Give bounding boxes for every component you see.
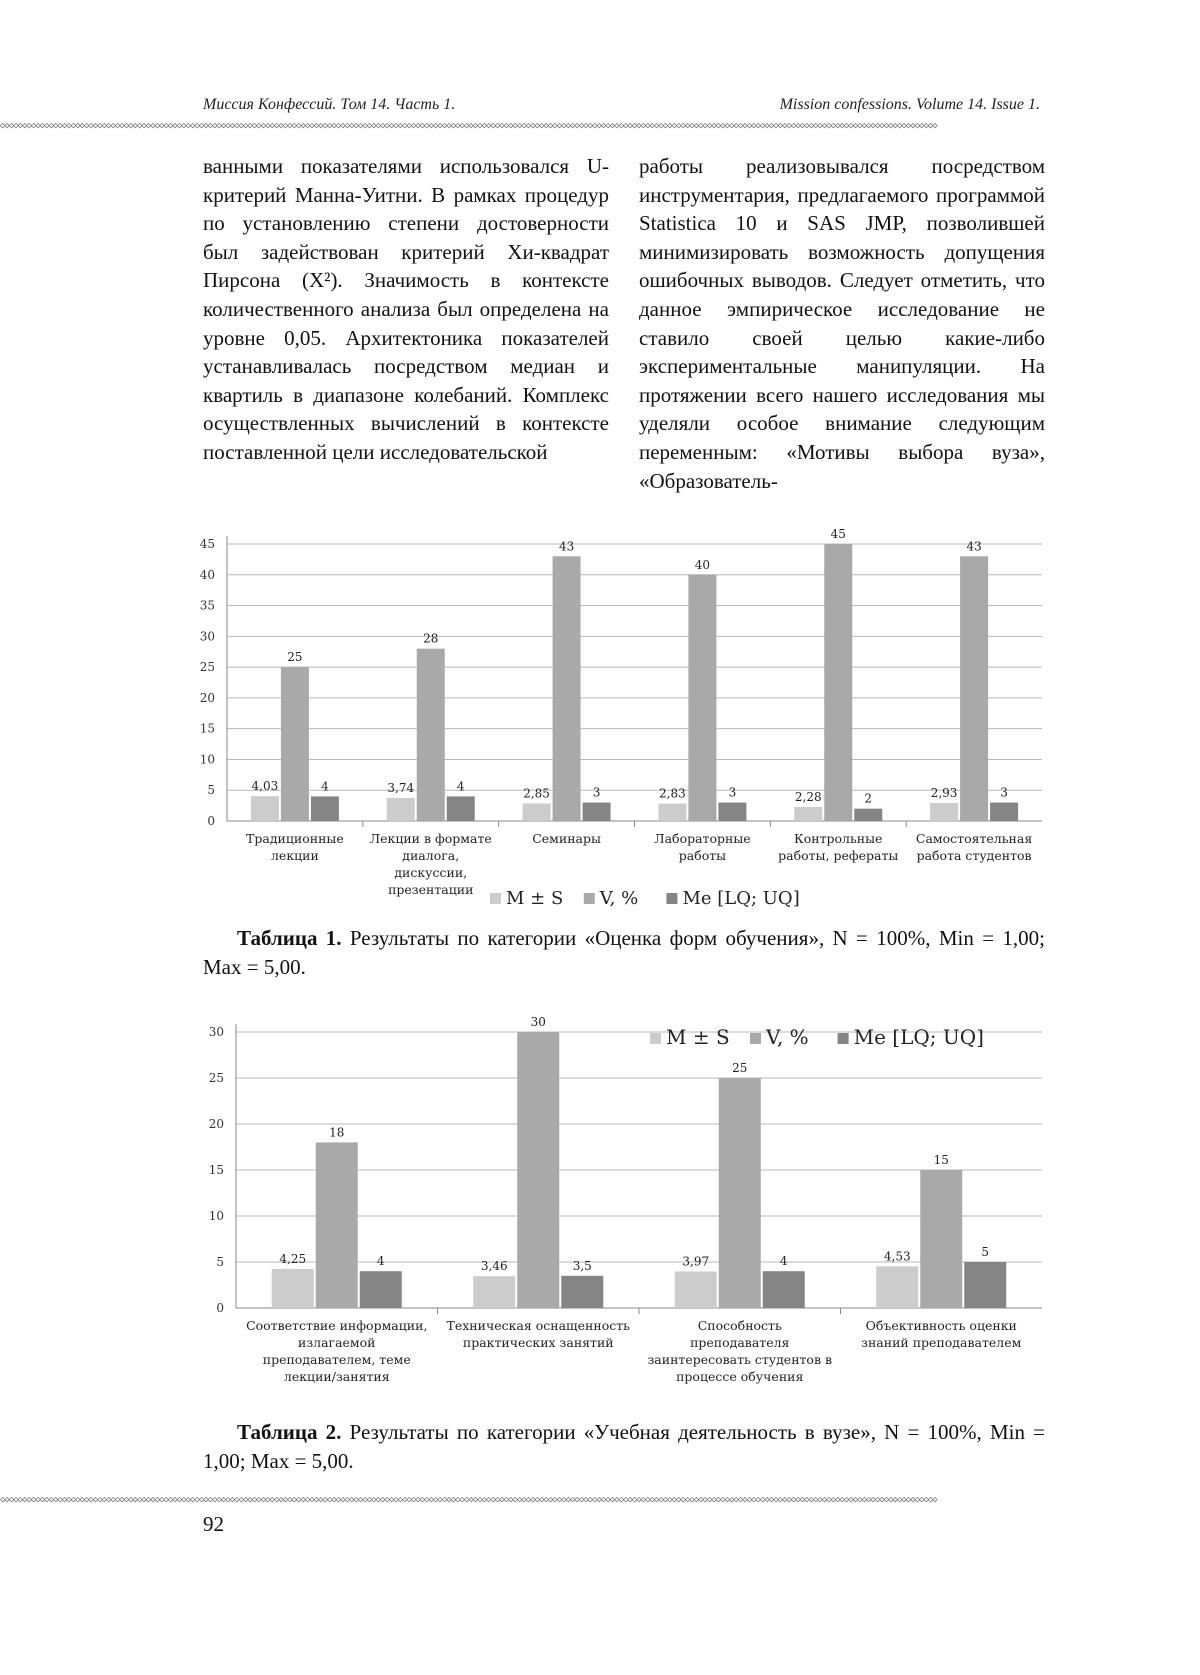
bar [675, 1271, 717, 1308]
category-label: дискуссии, [394, 865, 468, 880]
y-tick-label: 30 [199, 629, 215, 644]
header-journal-ru: Миссия Конфессий. Том 14. Часть 1. [203, 96, 456, 113]
table-1-caption [203, 924, 1045, 981]
bar [990, 803, 1018, 821]
bar [688, 575, 716, 821]
legend-label: V, % [599, 888, 639, 909]
y-tick-label: 25 [199, 660, 215, 675]
category-label: лекции [270, 848, 319, 863]
y-tick-label: 20 [199, 690, 215, 705]
legend-swatch [490, 893, 501, 904]
data-label: 4,25 [279, 1251, 307, 1266]
table-2-caption [203, 1418, 1045, 1475]
category-label: Контрольные [794, 831, 883, 846]
data-label: 3,5 [572, 1258, 592, 1273]
data-label: 18 [329, 1125, 345, 1140]
bar [311, 796, 339, 821]
bar [719, 1078, 761, 1308]
data-label: 15 [933, 1153, 949, 1167]
y-tick-label: 10 [208, 1209, 224, 1223]
data-label: 4 [456, 779, 465, 794]
y-tick-label: 45 [199, 537, 215, 551]
bar [316, 1142, 358, 1308]
bar [583, 803, 611, 821]
bar [417, 649, 445, 821]
data-label: 2,83 [659, 786, 686, 801]
bar [854, 809, 882, 821]
body-text-right-column: работы реализовывался посредством инструментария, предлагаемого программой Statistica 10 и SAS JMP, позволившей минимизировать возможность допущения ошибочных выводов. Следует отметить, что данное эмпирическое исследование не ставило своей целью какие-либо экспериментальные манипуляции. На протяжении всего нашего исследования мы уделяли особое внимание следующим переменным: «Мотивы выбора вуза», «Образователь- [639, 154, 1045, 493]
legend-swatch [584, 893, 595, 904]
data-label: 2,93 [930, 785, 958, 800]
data-label: 25 [732, 1061, 748, 1075]
category-label: работы [678, 848, 727, 863]
bar [272, 1269, 314, 1308]
data-label: 25 [287, 650, 303, 665]
category-label: Способность [697, 1318, 782, 1333]
footer-ornament-border: ◇◇◇◇◇◇◇◇◇◇◇◇◇◇◇◇◇◇◇◇◇◇◇◇◇◇◇◇◇◇◇◇◇◇◇◇◇◇◇◇◇◇◇◇◇◇◇◇◇◇◇◇◇◇◇◇◇◇◇◇◇◇◇◇◇◇◇◇◇◇◇◇◇◇◇◇◇◇◇◇◇◇◇◇◇◇◇◇◇◇◇◇◇◇◇◇◇◇◇◇◇◇◇◇◇◇◇◇◇◇◇◇◇◇◇◇◇◇◇◇◇◇◇◇◇◇◇◇◇◇◇◇◇◇◇◇◇◇◇◇◇◇◇◇◇◇◇◇◇◇◇◇◇◇◇◇◇◇◇◇◇◇◇◇◇◇◇◇◇◇◇◇◇◇◇◇◇◇◇◇◇◇◇◇◇◇◇◇◇◇◇◇◇◇◇◇◇◇◇◇◇◇◇◇◇◇◇◇◇◇◇◇ [0, 1495, 937, 1505]
bar [360, 1271, 402, 1308]
category-label: излагаемой [297, 1335, 376, 1350]
bar [763, 1271, 805, 1308]
y-tick-label: 5 [216, 1255, 224, 1269]
data-label: 2,85 [523, 786, 550, 801]
data-label: 2,28 [794, 789, 822, 804]
y-tick-label: 15 [199, 721, 215, 736]
data-label: 4,53 [883, 1249, 911, 1264]
category-label: работа студентов [916, 848, 1032, 863]
data-label: 4 [779, 1254, 788, 1269]
y-tick-label: 30 [208, 1025, 224, 1039]
legend-label: V, % [766, 1025, 809, 1049]
data-label: 3,46 [480, 1259, 508, 1274]
category-label: Объективность оценки [865, 1318, 1017, 1333]
bar [824, 544, 852, 821]
data-label: 4,03 [251, 779, 279, 794]
legend-swatch [750, 1033, 761, 1044]
category-label: практических занятий [462, 1335, 614, 1350]
data-label: 3,74 [387, 780, 415, 795]
category-label: Самостоятельная [915, 831, 1033, 846]
category-label: преподавателем, теме [262, 1352, 411, 1367]
data-label: 3 [1000, 785, 1008, 800]
category-label: процессе обучения [676, 1369, 804, 1384]
legend-swatch [650, 1033, 661, 1044]
data-label: 43 [966, 539, 982, 554]
bar [473, 1276, 515, 1308]
data-label: 40 [694, 557, 711, 572]
legend-swatch [838, 1033, 849, 1044]
category-label: лекции/занятия [283, 1369, 390, 1384]
table-2-label: Таблица 2. [237, 1420, 342, 1444]
category-label: Техническая оснащенность [446, 1318, 630, 1333]
y-tick-label: 0 [207, 814, 215, 828]
y-tick-label: 25 [208, 1071, 224, 1085]
category-label: Соответствие информации, [246, 1318, 428, 1333]
bar [561, 1276, 603, 1308]
bar [523, 803, 551, 821]
category-label: заинтересовать студентов в [647, 1352, 833, 1367]
data-label: 3 [728, 785, 737, 800]
bar [251, 796, 279, 821]
page-number: 92 [203, 1512, 224, 1536]
category-label: работы, рефераты [778, 848, 899, 863]
bar [658, 804, 686, 821]
legend-label: M ± S [506, 888, 564, 909]
bar [447, 796, 475, 821]
data-label: 4 [321, 779, 329, 794]
category-label: преподавателя [690, 1335, 790, 1350]
y-tick-label: 0 [216, 1301, 224, 1315]
data-label: 3 [592, 785, 601, 800]
bar [876, 1266, 918, 1308]
table-2-text: Результаты по категории «Учебная деятельность в вузе», N = 100%, Min = 1,00; Max = 5,00. [203, 1420, 1045, 1473]
table-1-label: Таблица 1. [237, 926, 342, 950]
table-1-text: Результаты по категории «Оценка форм обучения», N = 100%, Min = 1,00; Max = 5,00. [203, 926, 1045, 979]
chart-forms-of-education [190, 515, 1060, 915]
legend-swatch [666, 893, 677, 904]
category-label: презентации [388, 882, 474, 897]
category-label: Традиционные [246, 831, 344, 846]
y-tick-label: 15 [208, 1163, 224, 1177]
data-label: 4 [376, 1254, 385, 1269]
data-label: 45 [830, 527, 846, 541]
legend-label: Me [LQ; UQ] [853, 1025, 984, 1049]
y-tick-label: 5 [207, 783, 215, 798]
body-text-left-column: ванными показателями использовался U-критерий Манна-Уитни. В рамках процедур по установлению степени достоверности был задействован критерий Хи-квадрат Пирсона (X²). Значимость в контексте количественного анализа был определена на уровне 0,05. Архитектоника показателей устанавливалась посредством медиан и квартиль в диапазоне колебаний. Комплекс осуществленных вычислений в контексте поставленной цели исследовательской [203, 154, 609, 464]
category-label: Семинары [532, 831, 601, 846]
bar [930, 803, 958, 821]
legend-label: Me [LQ; UQ] [682, 888, 800, 909]
bar [718, 803, 746, 821]
bar [964, 1262, 1006, 1308]
y-tick-label: 35 [199, 598, 215, 613]
category-label: диалога, [402, 848, 460, 863]
data-label: 3,97 [682, 1254, 710, 1269]
data-label: 43 [558, 539, 575, 554]
bar [920, 1170, 962, 1308]
y-tick-label: 40 [199, 567, 215, 582]
bar [517, 1032, 559, 1308]
category-label: знаний преподавателем [861, 1335, 1022, 1350]
data-label: 5 [981, 1245, 990, 1259]
y-tick-label: 20 [208, 1117, 224, 1131]
data-label: 2 [864, 791, 873, 806]
bar [553, 556, 581, 821]
bar [281, 667, 309, 821]
data-label: 28 [423, 631, 439, 646]
data-label: 30 [530, 1015, 546, 1029]
bar [794, 807, 822, 821]
bar [387, 798, 415, 821]
bar [960, 556, 988, 821]
header-ornament-border: ◇◇◇◇◇◇◇◇◇◇◇◇◇◇◇◇◇◇◇◇◇◇◇◇◇◇◇◇◇◇◇◇◇◇◇◇◇◇◇◇◇◇◇◇◇◇◇◇◇◇◇◇◇◇◇◇◇◇◇◇◇◇◇◇◇◇◇◇◇◇◇◇◇◇◇◇◇◇◇◇◇◇◇◇◇◇◇◇◇◇◇◇◇◇◇◇◇◇◇◇◇◇◇◇◇◇◇◇◇◇◇◇◇◇◇◇◇◇◇◇◇◇◇◇◇◇◇◇◇◇◇◇◇◇◇◇◇◇◇◇◇◇◇◇◇◇◇◇◇◇◇◇◇◇◇◇◇◇◇◇◇◇◇◇◇◇◇◇◇◇◇◇◇◇◇◇◇◇◇◇◇◇◇◇◇◇◇◇◇◇◇◇◇◇◇◇◇◇◇◇◇◇◇◇◇◇◇◇◇◇◇◇ [0, 121, 937, 131]
category-label: Лекции в формате [369, 831, 492, 846]
chart-academic-activity [190, 1000, 1060, 1410]
header-journal-en: Mission confessions. Volume 14. Issue 1. [779, 96, 1040, 113]
y-tick-label: 10 [199, 752, 215, 767]
category-label: Лабораторные [654, 831, 751, 846]
legend-label: M ± S [666, 1025, 730, 1049]
running-header [203, 96, 1040, 118]
